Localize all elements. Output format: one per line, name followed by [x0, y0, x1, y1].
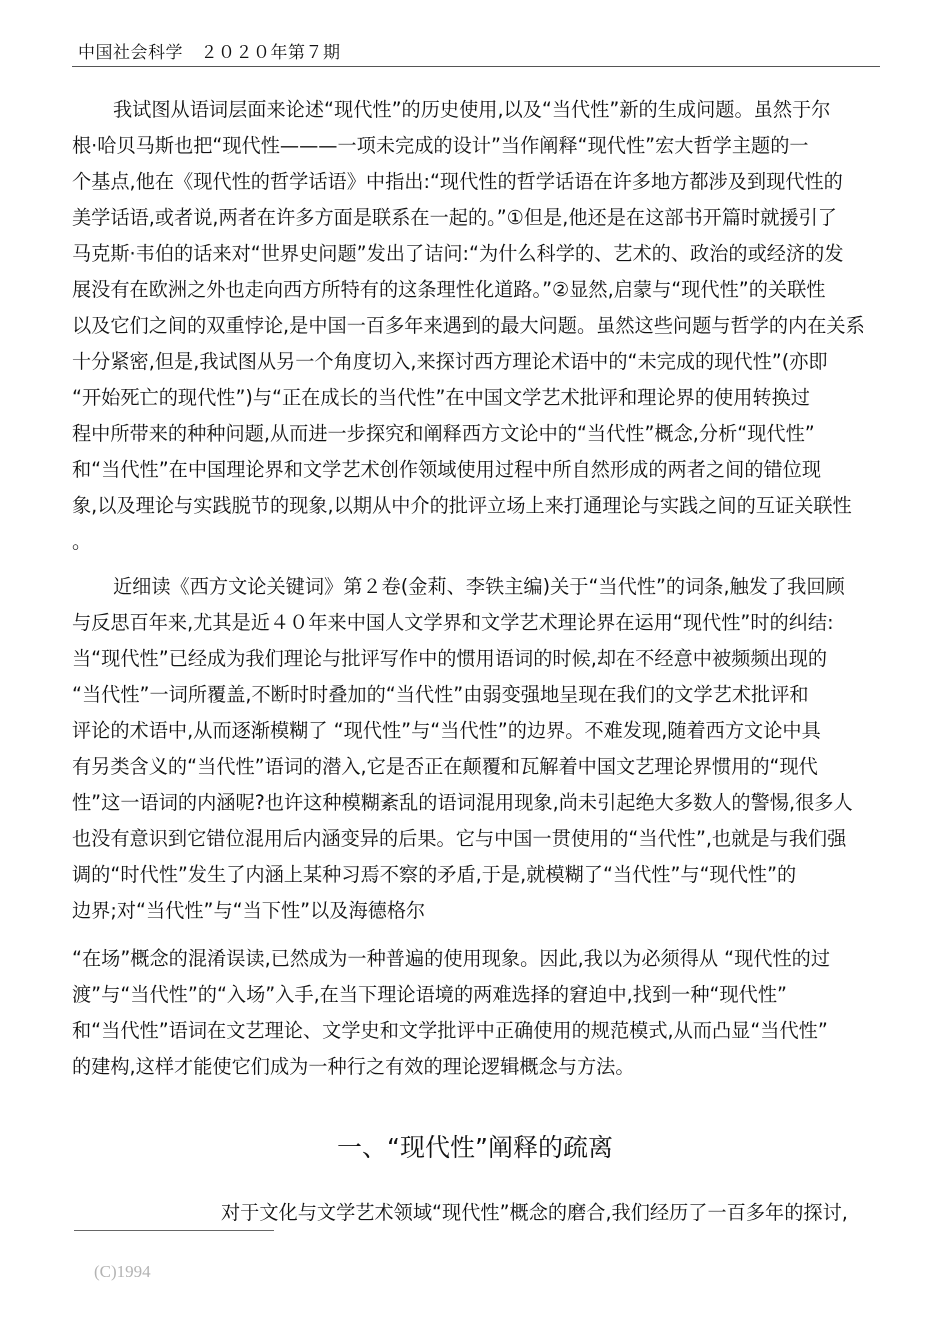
paragraph-1-line-11: 和“当代性”在中国理论界和文学艺术创作领域使用过程中所自然形成的两者之间的错位现: [72, 458, 822, 481]
paragraph-1-line-10: 程中所带来的种种问题,从而进一步探究和阐释西方文论中的“当代性”概念,分析“现代性”: [72, 422, 815, 445]
paragraph-1-line-12: 象,以及理论与实践脱节的现象,以期从中介的批评立场上来打通理论与实践之间的互证关联性: [72, 494, 852, 517]
paragraph-1-line-1: 我试图从语词层面来论述“现代性”的历史使用,以及“当代性”新的生成问题。虽然于尔: [113, 98, 831, 121]
paragraph-2-line-12: 渡”与“当代性”的“入场”入手,在当下理论语境的两难选择的窘迫中,找到一种“现代性”: [72, 983, 787, 1006]
paragraph-2-line-14: 的建构,这样才能使它们成为一种行之有效的理论逻辑概念与方法。: [72, 1055, 635, 1078]
paragraph-1-line-5: 马克斯·韦伯的话来对“世界史问题”发出了诘问:“为什么科学的、艺术的、政治的或经济的发: [72, 242, 844, 265]
paragraph-1-line-6: 展没有在欧洲之外也走向西方所特有的这条理性化道路。”②显然,启蒙与“现代性”的关联性: [72, 278, 826, 301]
paragraph-1-line-4: 美学话语,或者说,两者在许多方面是联系在一起的。”①但是,他还是在这部书开篇时就援引了: [72, 206, 837, 229]
copyright-watermark: (C)1994: [94, 1262, 151, 1281]
running-header: 中国社会科学 ２０２０年第７期: [78, 43, 341, 63]
paragraph-1-line-8: 十分紧密,但是,我试图从另一个角度切入,来探讨西方理论术语中的“未完成的现代性”(亦即: [72, 350, 828, 373]
section-heading: 一、“现代性”阐释的疏离: [337, 1133, 613, 1162]
paragraph-1-line-7: 以及它们之间的双重悖论,是中国一百多年来遇到的最大问题。虽然这些问题与哲学的内在关系: [72, 314, 865, 337]
section-first-line: 对于文化与文学艺术领域“现代性”概念的磨合,我们经历了一百多年的探讨,: [221, 1201, 848, 1224]
footnote-divider: [74, 1230, 274, 1231]
paragraph-2-line-10: 边界;对“当代性”与“当下性”以及海德格尔: [72, 899, 426, 922]
paragraph-2-line-11: “在场”概念的混淆误读,已然成为一种普遍的使用现象。因此,我以为必须得从 “现代性的过: [72, 947, 831, 970]
header-divider: [72, 66, 880, 67]
paragraph-1-line-2: 根·哈贝马斯也把“现代性———一项未完成的设计”当作阐释“现代性”宏大哲学主题的一: [72, 134, 809, 157]
paragraph-1-line-3: 个基点,他在《现代性的哲学话语》中指出:“现代性的哲学话语在许多地方都涉及到现代性的: [72, 170, 843, 193]
paragraph-1-line-9: “开始死亡的现代性”)与“正在成长的当代性”在中国文学艺术批评和理论界的使用转换过: [72, 386, 810, 409]
paragraph-2-line-5: 评论的术语中,从而逐渐模糊了 “现代性”与“当代性”的边界。不难发现,随着西方文论中具: [72, 719, 821, 742]
paragraph-2-line-13: 和“当代性”语词在文艺理论、文学史和文学批评中正确使用的规范模式,从而凸显“当代性”: [72, 1019, 828, 1042]
paragraph-2-line-2: 与反思百年来,尤其是近４０年来中国人文学界和文学艺术理论界在运用“现代性”时的纠结:: [72, 611, 834, 634]
paragraph-2-line-3: 当“现代性”已经成为我们理论与批评写作中的惯用语词的时候,却在不经意中被频频出现的: [72, 647, 828, 670]
paragraph-2-line-7: 性”这一语词的内涵呢?也许这种模糊紊乱的语词混用现象,尚未引起绝大多数人的警惕,很多人: [72, 791, 853, 814]
paragraph-2-line-6: 有另类含义的“当代性”语词的潜入,它是否正在颠覆和瓦解着中国文艺理论界惯用的“现代: [72, 755, 818, 778]
paragraph-1-line-13: 。: [72, 530, 92, 553]
paragraph-2-line-1: 近细读《西方文论关键词》第２卷(金莉、李铁主编)关于“当代性”的词条,触发了我回顾: [113, 575, 845, 598]
paragraph-2-line-8: 也没有意识到它错位混用后内涵变异的后果。它与中国一贯使用的“当代性”,也就是与我们强: [72, 827, 847, 850]
paragraph-2-line-9: 调的“时代性”发生了内涵上某种习焉不察的矛盾,于是,就模糊了“当代性”与“现代性”的: [72, 863, 797, 886]
paragraph-2-line-4: “当代性”一词所覆盖,不断时时叠加的“当代性”由弱变强地呈现在我们的文学艺术批评和: [72, 683, 809, 706]
